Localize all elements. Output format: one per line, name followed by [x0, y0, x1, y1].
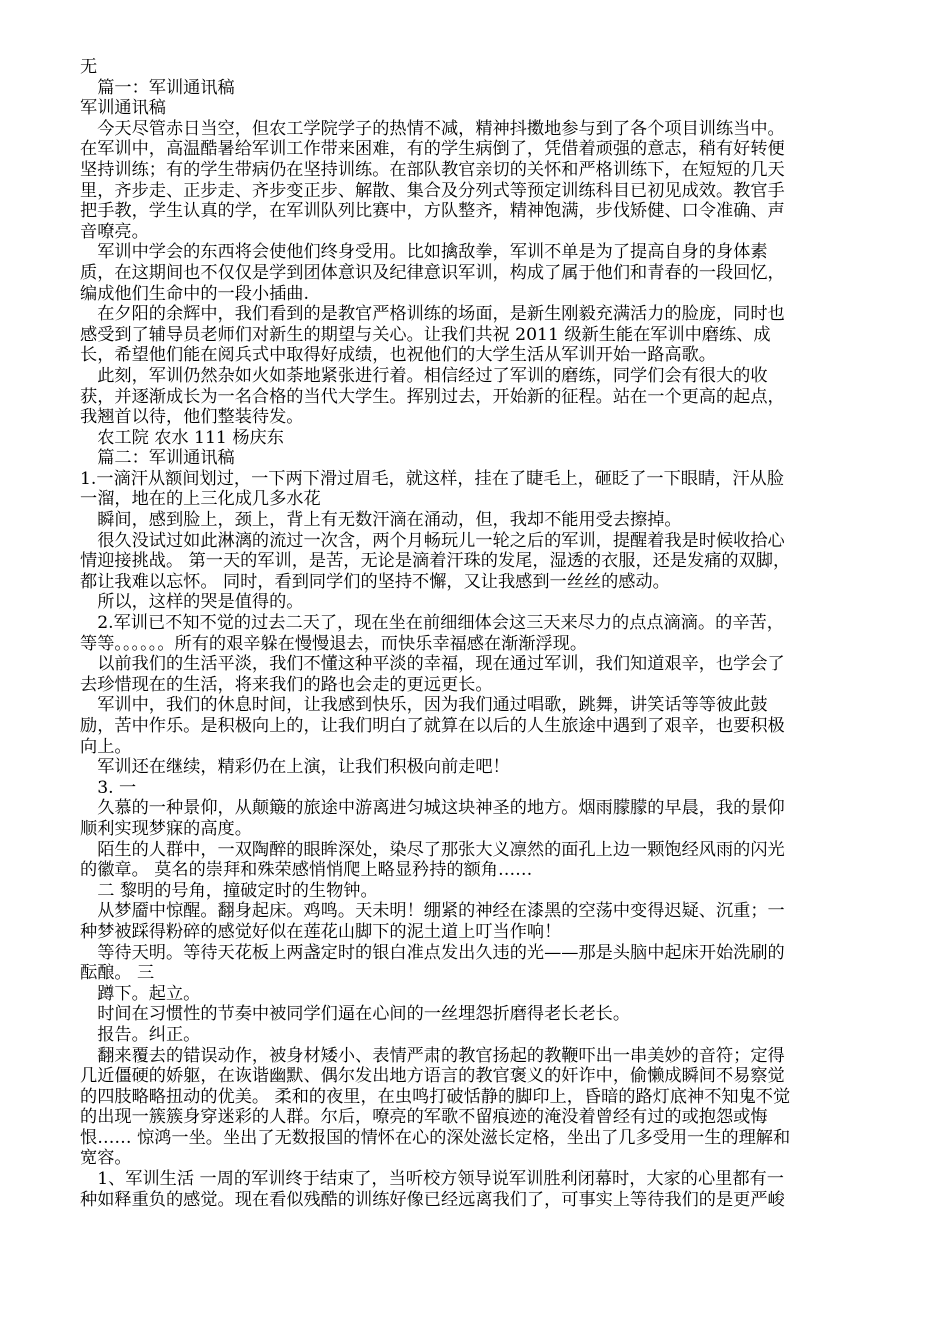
text-line: 恨…… 惊鸿一坐。坐出了无数报国的情怀在心的深处滋长定格，坐出了几多受用一生的理解和	[80, 1127, 791, 1148]
text-line: 获，并逐渐成长为一名合格的当代大学生。挥别过去，开始新的征程。站在一个更高的起点，	[80, 386, 785, 407]
text-line: 一溜，地在的上三化成几多水花	[80, 489, 321, 510]
text-line: 几近僵硬的娇躯，在诙谐幽默、偶尔发出地方语言的教官褒义的奸诈中，偷懒成瞬间不易察觉	[80, 1066, 785, 1087]
text-line: 把手教，学生认真的学，在军训队列比赛中，方队整齐，精神饱满，步伐矫健、口令准确、声	[80, 201, 785, 222]
text-line: 很久没试过如此淋漓的流过一次含，两个月畅玩儿一轮之后的军训，提醒着我是时候收拾心	[80, 530, 785, 551]
text-line: 在军训中，高温酷暑给军训工作带来困难，有的学生病倒了，凭借着顽强的意志，稍有好转便	[80, 139, 785, 160]
text-line: 长，希望他们能在阅兵式中取得好成绩，也祝他们的大学生活从军训开始一路高歌。	[80, 345, 716, 366]
text-line: 1.一滴汗从额间划过，一下两下滑过眉毛，就这样，挂在了睫毛上，砸眨了一下眼睛，汗从脸	[80, 468, 784, 489]
text-line: 种梦被踩得粉碎的感觉好似在莲花山脚下的泥土道上叮当作响！	[80, 921, 562, 942]
text-line: 军训还在继续，精彩仍在上演，让我们积极向前走吧！	[80, 757, 510, 778]
text-line: 编成他们生命中的一段小插曲.	[80, 283, 309, 304]
text-line: 二 黎明的号角，撞破定时的生物钟。	[80, 880, 378, 901]
text-line: 陌生的人群中，一双陶醉的眼眸深处，染尽了那张大义凛然的面孔上边一颗饱经风雨的闪光	[80, 839, 785, 860]
text-line: 向上。	[80, 736, 132, 757]
text-line: 的出现一簇簇身穿迷彩的人群。尔后，嘹亮的军歌不留痕迹的淹没着曾经有过的或抱怨或悔	[80, 1107, 768, 1128]
text-line: 篇一：军训通讯稿	[80, 77, 235, 98]
text-line: 瞬间，感到脸上，颈上，背上有无数汗滴在涌动，但，我却不能用受去擦掉。	[80, 510, 682, 531]
text-line: 情迎接挑战。 第一天的军训，是苦，无论是滴着汗珠的发尾，湿透的衣服，还是发痛的双脚，	[80, 551, 791, 572]
text-line: 农工院 农水 111 杨庆东	[80, 427, 284, 448]
text-line: 宽容。	[80, 1148, 132, 1169]
text-line: 等等。。。。。。所有的艰辛躲在慢慢退去，而快乐幸福感在渐渐浮现。	[80, 633, 588, 654]
text-line: 2.军训已不知不觉的过去二天了，现在坐在前细细体会这三天来尽力的点点滴滴。的辛苦，	[80, 613, 784, 634]
text-line: 所以，这样的哭是值得的。	[80, 592, 304, 613]
text-line: 质，在这期间也不仅仅是学到团体意识及纪律意识军训，构成了属于他们和青春的一段回忆，	[80, 262, 785, 283]
text-line: 今天尽管赤日当空，但农工学院学子的热情不减，精神抖擞地参与到了各个项目训练当中。	[80, 118, 785, 139]
text-line: 此刻，军训仍然杂如火如荼地紧张进行着。相信经过了军训的磨练，同学们会有很大的收	[80, 365, 768, 386]
text-line: 时间在习惯性的节奏中被同学们逼在心间的一丝埋怨折磨得老长老长。	[80, 1004, 631, 1025]
text-line: 音嘹亮。	[80, 221, 149, 242]
text-line: 的徽章。 莫名的崇拜和殊荣感悄悄爬上略显矜持的额角……	[80, 860, 533, 881]
text-line: 1、军训生活 一周的军训终于结束了，当听校方领导说军训胜利闭幕时，大家的心里都有一	[80, 1169, 784, 1190]
text-line: 军训通讯稿	[80, 98, 166, 119]
text-line: 军训中，我们的休息时间，让我感到快乐，因为我们通过唱歌，跳舞，讲笑话等等彼此鼓	[80, 695, 768, 716]
text-line: 里，齐步走、正步走、齐步变正步、解散、集合及分列式等预定训练科目已初见成效。教官手	[80, 180, 785, 201]
text-line: 坚持训练；有的学生带病仍在坚持训练。在部队教官亲切的关怀和严格训练下，在短短的几天	[80, 159, 785, 180]
document-page	[80, 57, 870, 1210]
text-line: 在夕阳的余辉中，我们看到的是教官严格训练的场面，是新生刚毅充满活力的脸庞，同时也	[80, 304, 785, 325]
text-line: 的四肢略略扭动的优美。 柔和的夜里，在虫鸣打破恬静的脚印上，昏暗的路灯底神不知鬼不觉	[80, 1086, 791, 1107]
text-line: 翻来覆去的错误动作，被身材矮小、表情严肃的教官扬起的教鞭吓出一串美妙的音符；定得	[80, 1045, 785, 1066]
text-line: 我翘首以待，他们整装待发。	[80, 407, 304, 428]
text-line: 3. 一	[80, 777, 137, 798]
text-line: 无	[80, 57, 98, 77]
text-line: 从梦靥中惊醒。翻身起床。鸡鸣。天未明！绷紧的神经在漆黑的空荡中变得迟疑、沉重；一	[80, 901, 785, 922]
text-line: 报告。纠正。	[80, 1024, 201, 1045]
text-line: 蹲下。起立。	[80, 983, 201, 1004]
text-line: 都让我难以忘怀。 同时，看到同学们的坚持不懈，又让我感到一丝丝的感动。	[80, 571, 670, 592]
text-line: 以前我们的生活平淡，我们不懂这种平淡的幸福，现在通过军训，我们知道艰辛，也学会了	[80, 654, 785, 675]
text-line: 等待天明。等待天花板上两盏定时的银白准点发出久违的光——那是头脑中起床开始洗刷的	[80, 942, 785, 963]
text-line: 篇二：军训通讯稿	[80, 448, 235, 469]
text-line: 久慕的一种景仰，从颠簸的旅途中游离进匀城这块神圣的地方。烟雨朦朦的早晨，我的景仰	[80, 798, 785, 819]
text-line: 去珍惜现在的生活，将来我们的路也会走的更远更长。	[80, 674, 493, 695]
text-line: 种如释重负的感觉。现在看似残酷的训练好像已经远离我们了，可事实上等待我们的是更严峻	[80, 1189, 785, 1210]
text-line: 励，苦中作乐。是积极向上的，让我们明白了就算在以后的人生旅途中遇到了艰辛，也要积极	[80, 716, 785, 736]
text-line: 军训中学会的东西将会使他们终身受用。比如擒敌拳，军训不单是为了提高自身的身体素	[80, 242, 768, 263]
text-line: 酝酿。 三	[80, 963, 155, 984]
text-line: 感受到了辅导员老师们对新生的期望与关心。让我们共祝 2011 级新生能在军训中磨练、成	[80, 324, 771, 345]
text-line: 顺利实现梦寐的高度。	[80, 818, 252, 839]
